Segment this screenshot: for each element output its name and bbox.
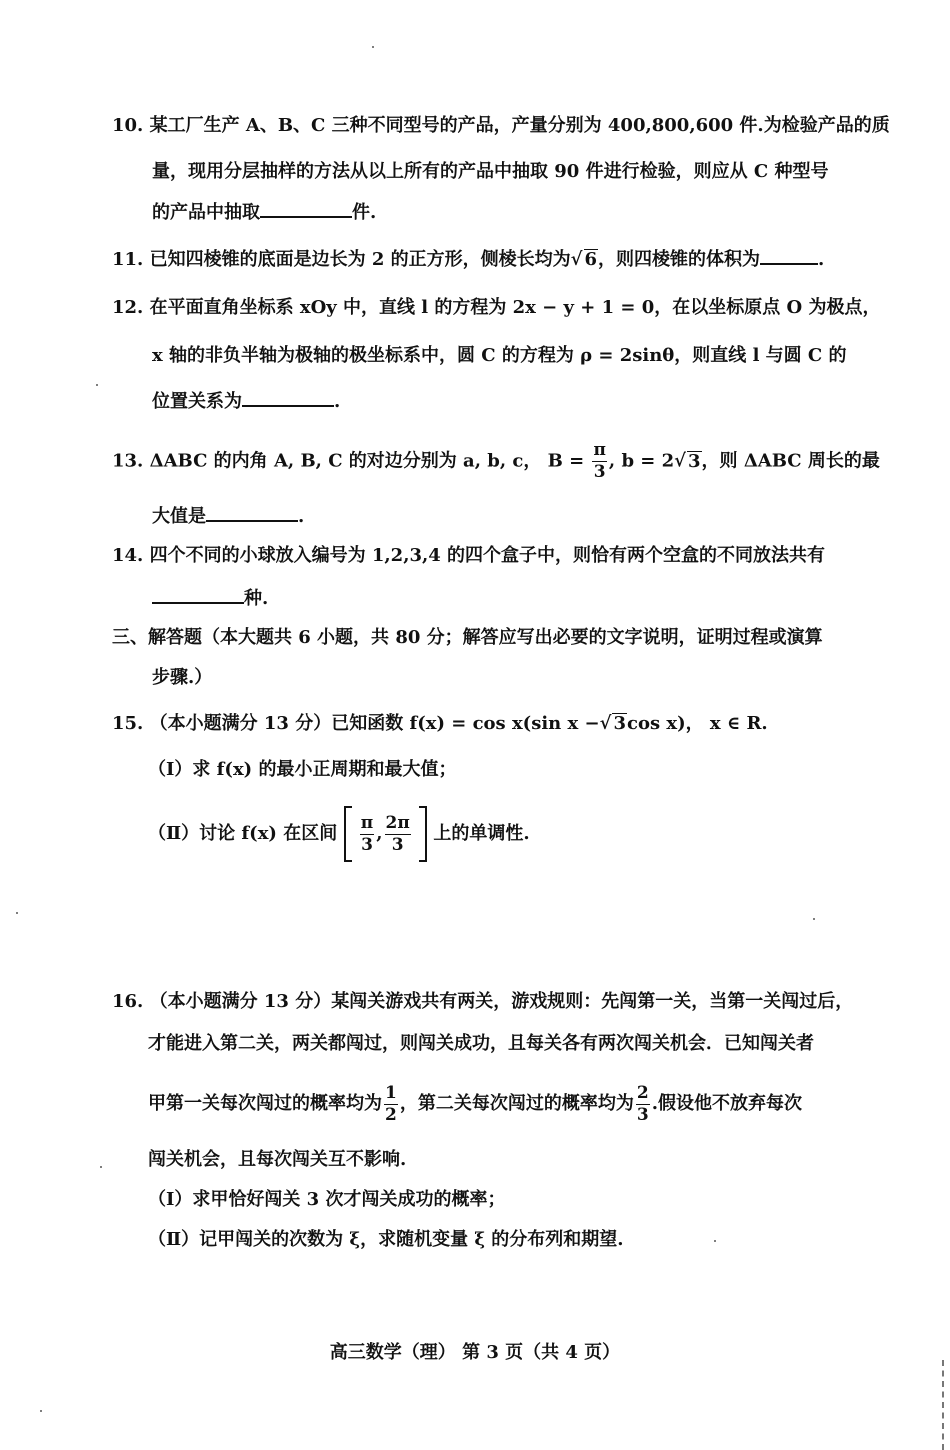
q12-line3 bbox=[152, 387, 340, 416]
q12-answer-blank[interactable] bbox=[242, 387, 334, 407]
q15-fraction-2pi-3 bbox=[385, 812, 411, 855]
q13-text-c: ，则 ΔABC 周长的最 bbox=[701, 450, 880, 472]
left-bracket-icon bbox=[344, 806, 352, 862]
q12-line1 bbox=[112, 294, 880, 322]
q16-part2: （Ⅱ）记甲闯关的次数为 ξ，求随机变量 ξ 的分布列和期望. bbox=[148, 1229, 624, 1250]
q12-text-3a: 位置关系为 bbox=[152, 391, 242, 412]
q15-fraction-pi-3 bbox=[360, 812, 374, 855]
q16-text-3a: 甲第一关每次闯过的概率均为 bbox=[148, 1093, 382, 1114]
q16-number: 16. bbox=[112, 991, 144, 1012]
q16-part1: （Ⅰ）求甲恰好闯关 3 次才闯关成功的概率； bbox=[148, 1189, 506, 1210]
q10-text-3a: 的产品中抽取 bbox=[152, 202, 260, 223]
q11-line bbox=[112, 245, 824, 274]
q15-part2-text-b: 上的单调性. bbox=[433, 823, 530, 844]
q10-line1 bbox=[112, 112, 890, 140]
q14-answer-blank[interactable] bbox=[152, 584, 244, 604]
scan-speck bbox=[100, 1166, 102, 1168]
q16-text-3b: ，第二关每次闯过的概率均为 bbox=[399, 1093, 634, 1114]
q16-frac1-numerator: 1 bbox=[385, 1082, 397, 1103]
q15-frac1-numerator: π bbox=[360, 812, 374, 833]
q16-fraction-2-3 bbox=[636, 1082, 650, 1125]
q14-text-2b: 种. bbox=[244, 588, 269, 609]
q10-line2: 量，现用分层抽样的方法从以上所有的产品中抽取 90 件进行检验，则应从 C 种型号 bbox=[152, 161, 829, 182]
q15-text-b: cos x)， x ∈ R. bbox=[626, 713, 768, 734]
scan-speck bbox=[714, 1240, 716, 1242]
q10-line3 bbox=[152, 198, 376, 227]
page-footer: 高三数学（理） 第 3 页（共 4 页） bbox=[329, 1342, 621, 1363]
q15-part1: （Ⅰ）求 f(x) 的最小正周期和最大值； bbox=[148, 759, 457, 780]
q16-text-1: （本小题满分 13 分）某闯关游戏共有两关，游戏规则：先闯第一关，当第一关闯过后， bbox=[149, 991, 854, 1012]
q11-number: 11. bbox=[112, 249, 144, 270]
q13-radicand: 3 bbox=[688, 450, 701, 472]
q11-text-a: 已知四棱锥的底面是边长为 2 的正方形，侧棱长均为 bbox=[149, 249, 571, 270]
q13-fraction-pi-3 bbox=[592, 442, 606, 481]
q10-answer-blank[interactable] bbox=[260, 198, 352, 218]
q16-fraction-1-2 bbox=[384, 1082, 398, 1125]
q15-comma: , bbox=[376, 823, 383, 844]
q13-answer-blank[interactable] bbox=[206, 502, 298, 522]
q10-text-3b: 件. bbox=[352, 202, 377, 223]
q16-line4: 闯关机会，且每次闯关互不影响. bbox=[148, 1149, 407, 1170]
q10-number: 10. bbox=[112, 115, 144, 136]
q16-line1 bbox=[112, 988, 853, 1016]
q16-line2: 才能进入第二关，两关都闯过，则闯关成功，且每关各有两次闯关机会．已知闯关者 bbox=[148, 1033, 814, 1054]
q14-number: 14. bbox=[112, 545, 144, 566]
scan-speck bbox=[16, 912, 18, 914]
q15-frac1-denominator: 3 bbox=[361, 834, 373, 855]
q12-text-1: 在平面直角坐标系 xOy 中，直线 l 的方程为 2x − y + 1 = 0，在以坐标原点 O 为极点， bbox=[149, 297, 881, 318]
q11-text-c: . bbox=[818, 249, 825, 270]
q11-radicand: 6 bbox=[584, 249, 598, 270]
q16-frac2-numerator: 2 bbox=[636, 1082, 649, 1103]
q10-text-1: 某工厂生产 A、B、C 三种不同型号的产品，产量分别为 400,800,600 件.为检验产品的质 bbox=[149, 115, 890, 136]
q12-number: 12. bbox=[112, 297, 144, 318]
q16-line3 bbox=[148, 1076, 802, 1132]
q14-line1 bbox=[112, 542, 825, 570]
scan-speck bbox=[372, 46, 374, 48]
q13-text-2b: . bbox=[298, 506, 305, 527]
q15-frac2-denominator: 3 bbox=[391, 834, 404, 855]
q13-frac-denominator: 3 bbox=[593, 462, 606, 482]
q15-part2 bbox=[148, 802, 530, 866]
q15-number: 15. bbox=[112, 713, 144, 734]
q13-line2 bbox=[152, 502, 304, 531]
scan-edge bbox=[942, 1360, 950, 1450]
q13-text-a: ΔABC 的内角 A, B, C 的对边分别为 a, b, c， B = bbox=[149, 450, 585, 472]
scan-speck bbox=[813, 918, 815, 920]
q12-line2: x 轴的非负半轴为极轴的极坐标系中，圆 C 的方程为 ρ = 2sinθ，则直线 l 与圆 C 的 bbox=[152, 345, 847, 366]
section-heading: 三、解答题（本大题共 6 小题，共 80 分；解答应写出必要的文字说明，证明过程或演算 bbox=[112, 627, 823, 648]
q16-text-3c: .假设他不放弃每次 bbox=[651, 1093, 802, 1114]
q15-text-a: （本小题满分 13 分）已知函数 f(x) = cos x(sin x − bbox=[149, 713, 600, 734]
q13-frac-numerator: π bbox=[593, 440, 606, 460]
sqrt-symbol: √ bbox=[570, 249, 583, 270]
right-bracket-icon bbox=[419, 806, 427, 862]
q13-text-2a: 大值是 bbox=[152, 506, 206, 527]
q13-number: 13. bbox=[112, 450, 144, 472]
q13-text-b: , b = 2 bbox=[608, 450, 675, 472]
q15-part2-text-a: （Ⅱ）讨论 f(x) 在区间 bbox=[148, 823, 338, 844]
q15-line1 bbox=[112, 710, 768, 738]
section-heading-cont: 步骤.） bbox=[152, 667, 213, 688]
q13-line1 bbox=[112, 442, 880, 481]
q14-line2 bbox=[152, 584, 268, 613]
scan-speck bbox=[40, 1410, 42, 1412]
q11-answer-blank[interactable] bbox=[760, 245, 818, 265]
q12-text-3b: . bbox=[334, 391, 341, 412]
scan-speck bbox=[96, 384, 98, 386]
q15-radicand: 3 bbox=[613, 713, 626, 734]
q16-frac2-denominator: 3 bbox=[636, 1104, 649, 1125]
q11-text-b: ，则四棱锥的体积为 bbox=[598, 249, 761, 270]
sqrt-symbol: √ bbox=[599, 713, 612, 734]
sqrt-symbol: √ bbox=[674, 450, 687, 472]
q16-frac1-denominator: 2 bbox=[385, 1104, 397, 1125]
q14-text-1: 四个不同的小球放入编号为 1,2,3,4 的四个盒子中，则恰有两个空盒的不同放法共有 bbox=[149, 545, 826, 566]
q15-frac2-numerator: 2π bbox=[385, 812, 410, 833]
